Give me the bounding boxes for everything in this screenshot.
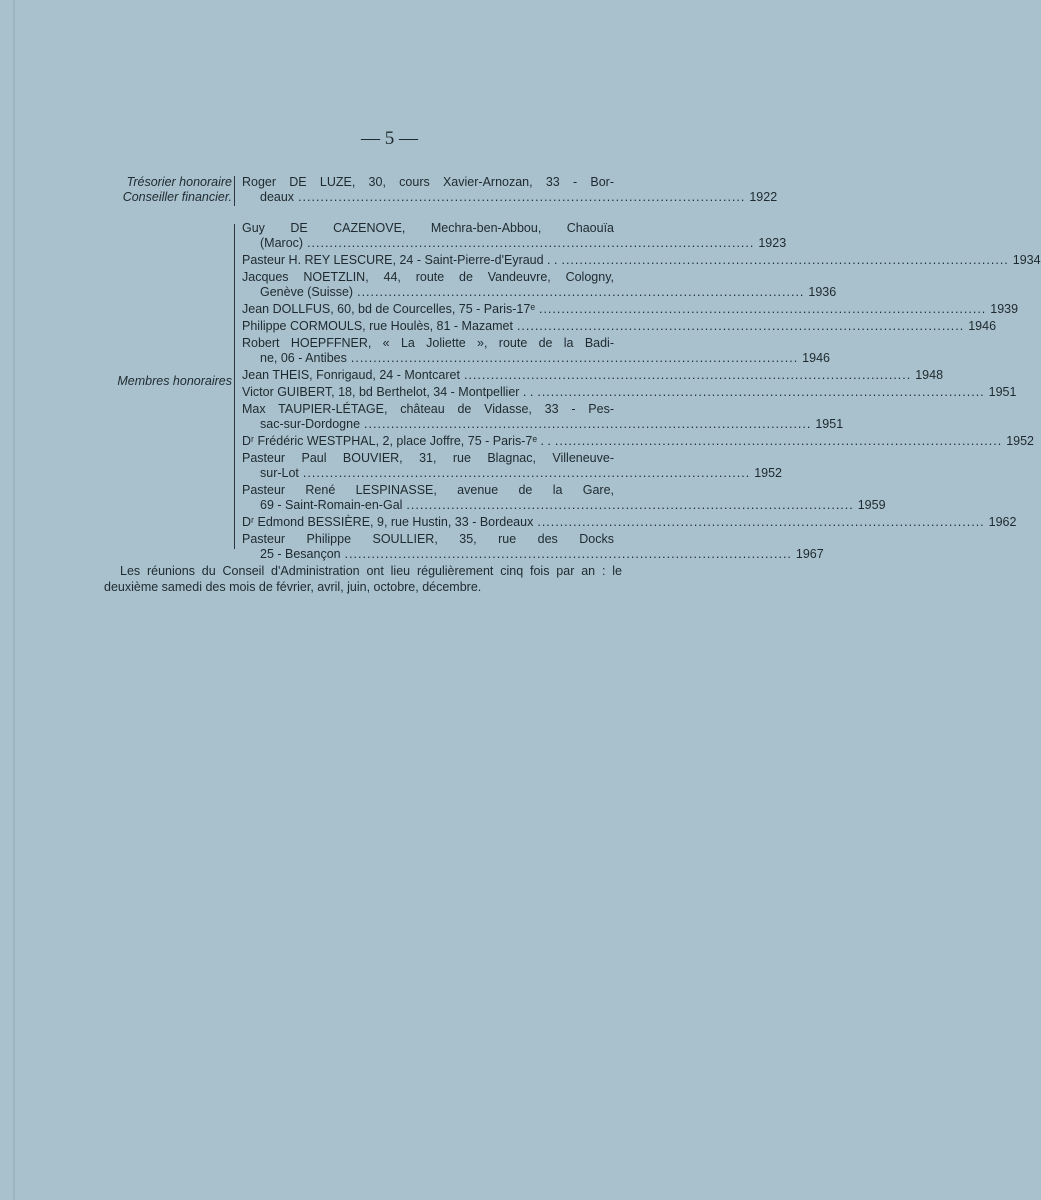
leader-dots: .................................................................................................... [406,498,854,512]
entry-line-2: Genève (Suisse) [260,285,354,299]
entry-line-1: Robert HOEPFFNER, « La Joliette », route de la Badi- [242,336,614,350]
leader-dots: .................................................................................................... [298,190,746,204]
entry-line-2: Jean THEIS, Fonrigaud, 24 - Montcaret [242,368,460,382]
leader-dots: .................................................................................................... [537,385,985,399]
entry-year: 1962 [988,515,1017,529]
leader-dots: .................................................................................................... [516,319,965,333]
entry-line-2: 69 - Saint-Romain-en-Gal [260,498,403,512]
treasurer-label: Trésorier honoraire [126,175,232,189]
leader-dots: .................................................................................................... [463,368,912,382]
entry-line-2: Philippe CORMOULS, rue Houlès, 81 - Mazamet [242,319,513,333]
member-entry [242,253,1041,268]
entry-line-1: Guy DE CAZENOVE, Mechra-ben-Abbou, Chaouïa [242,221,614,235]
treasurer-entry [242,175,778,205]
entry-line-2: 25 - Besançon [260,547,341,561]
members-entry-list [242,221,1041,564]
entry-line-1: Pasteur René LESPINASSE, avenue de la Gare, [242,483,614,497]
entry-year: 1946 [802,351,830,365]
leader-dots: .................................................................................................... [302,466,751,480]
entry-line-2: Dʳ Frédéric WESTPHAL, 2, place Joffre, 75 - Paris-7ᵉ . . [242,434,551,448]
member-entry [242,402,844,432]
entry-line-1: Roger DE LUZE, 30, cours Xavier-Arnozan, 33 - Bor- [242,175,614,189]
treasurer-labels [98,175,232,205]
honorary-members-section [98,221,1041,561]
leader-dots: .................................................................................................... [554,434,1003,448]
member-entry [242,515,1017,530]
entry-year: 1959 [857,498,886,512]
entry-year: 1952 [1006,434,1035,448]
member-entry [242,451,783,481]
entry-year: 1922 [749,190,778,204]
member-entry [242,336,830,366]
member-entry [242,434,1035,449]
treasurer-section [98,175,778,209]
leader-dots: .................................................................................................... [537,515,985,529]
members-label: Membres honoraires [117,374,232,388]
entry-year: 1946 [968,319,997,333]
member-entry [242,270,837,300]
entry-year: 1923 [758,236,787,250]
entry-line-2: Jean DOLLFUS, 60, bd de Courcelles, 75 - Paris-17ᵉ [242,302,535,316]
entry-year: 1952 [754,466,783,480]
treasurer-divider [234,176,235,206]
leader-dots: .................................................................................................... [344,547,792,561]
members-divider [234,224,235,549]
leader-dots: .................................................................................................... [364,417,812,431]
entry-year: 1936 [808,285,837,299]
entry-year: 1951 [815,417,844,431]
entry-year: 1934 [1012,253,1041,267]
entry-line-2: deaux [260,190,295,204]
entry-line-1: Pasteur Paul BOUVIER, 31, rue Blagnac, Villeneuve- [242,451,614,465]
leader-dots: .................................................................................................... [307,236,755,250]
entry-line-2: Dʳ Edmond BESSIÈRE, 9, rue Hustin, 33 - Bordeaux [242,515,534,529]
entry-line-2: sur-Lot [260,466,299,480]
member-entry [242,221,787,251]
member-entry [242,319,997,334]
page-number: — 5 — [361,128,418,149]
leader-dots: .................................................................................................... [538,302,987,316]
leader-dots: .................................................................................................... [350,351,799,365]
leader-dots: .................................................................................................... [561,253,1009,267]
entry-line-2: sac-sur-Dordogne [260,417,361,431]
entry-line-1: Pasteur Philippe SOULLIER, 35, rue des Docks [242,532,614,546]
member-entry [242,302,1019,317]
entry-line-2: ne, 06 - Antibes [260,351,347,365]
leader-dots: .................................................................................................... [357,285,805,299]
member-entry [242,368,944,383]
member-entry [242,385,1017,400]
entry-line-2: (Maroc) [260,236,304,250]
entry-year: 1951 [988,385,1017,399]
page-fold-shadow [13,0,15,1200]
member-entry [242,532,824,562]
entry-line-2: Pasteur H. REY LESCURE, 24 - Saint-Pierre-d'Eyraud . . [242,253,558,267]
entry-year: 1948 [915,368,944,382]
member-entry [242,483,886,513]
entry-year: 1967 [795,547,824,561]
treasurer-entry-list [242,175,778,207]
entry-line-1: Jacques NOETZLIN, 44, route de Vandeuvre, Cologny, [242,270,614,284]
financial-advisor-label: Conseiller financier. [122,190,232,204]
entry-line-2: Victor GUIBERT, 18, bd Berthelot, 34 - Montpellier . . [242,385,534,399]
entry-year: 1939 [990,302,1019,316]
entry-line-1: Max TAUPIER-LÉTAGE, château de Vidasse, 33 - Pes- [242,402,614,416]
meeting-note: Les réunions du Conseil d'Administration ont lieu régulièrement cinq fois par an : le deuxième samedi des mois de février, avril, juin, octobre, décembre. [104,564,622,594]
